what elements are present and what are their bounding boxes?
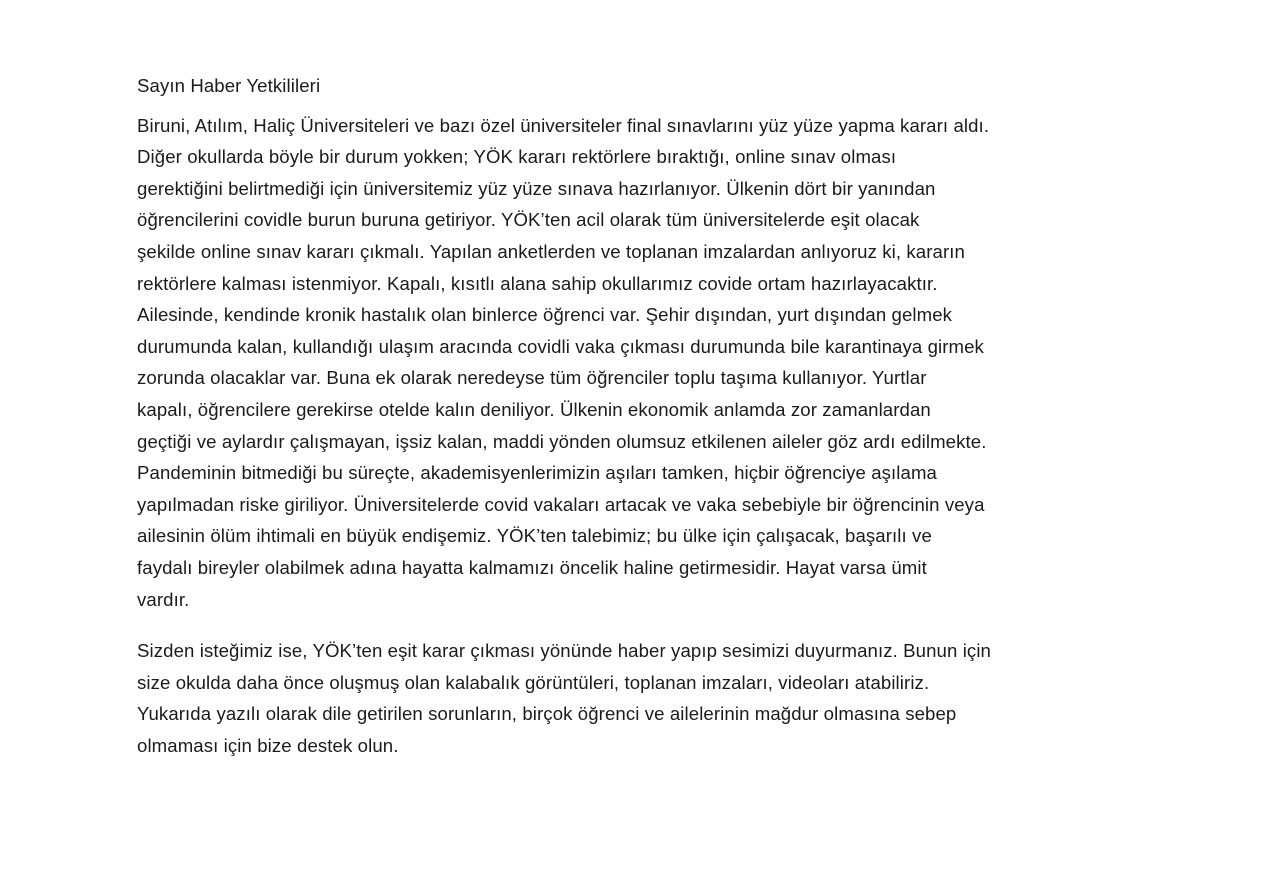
paragraph-line: yapılmadan riske giriliyor. Üniversitelerde covid vakaları artacak ve vaka sebebiyle bir öğrencinin veya	[137, 493, 985, 515]
paragraph-line: gerektiğini belirtmediği için üniversitemiz yüz yüze sınava hazırlanıyor. Ülkenin dört bir yanından	[137, 177, 936, 199]
paragraph-2	[137, 635, 1167, 761]
paragraph-line: faydalı bireyler olabilmek adına hayatta kalmamızı öncelik haline getirmesidir. Hayat varsa ümit	[137, 556, 927, 578]
paragraph-line: Diğer okullarda böyle bir durum yokken; YÖK kararı rektörlere bıraktığı, online sınav olması	[137, 146, 897, 168]
document-page	[137, 70, 1167, 781]
paragraph-line: Biruni, Atılım, Haliç Üniversiteleri ve bazı özel üniversiteler final sınavlarını yüz yüze yapma kararı aldı.	[137, 114, 990, 136]
paragraph-line: Pandeminin bitmediği bu süreçte, akademisyenlerimizin aşıları tamken, hiçbir öğrenciye aşılama	[137, 462, 937, 484]
paragraph-line: ailesinin ölüm ihtimali en büyük endişemiz. YÖK’ten talebimiz; bu ülke için çalışacak, başarılı ve	[137, 525, 932, 547]
paragraph-line: kapalı, öğrencilere gerekirse otelde kalın deniliyor. Ülkenin ekonomik anlamda zor zamanlardan	[137, 398, 931, 420]
paragraph-line: rektörlere kalması istenmiyor. Kapalı, kısıtlı alana sahip okullarımız covide ortam hazırlayacaktır.	[137, 272, 938, 294]
paragraph-line: öğrencilerini covidle burun buruna getiriyor. YÖK’ten acil olarak tüm üniversitelerde eşit olacak	[137, 209, 920, 231]
paragraph-line: Ailesinde, kendinde kronik hastalık olan binlerce öğrenci var. Şehir dışından, yurt dışından gelmek	[137, 304, 953, 326]
paragraph-line: geçtiği ve aylardır çalışmayan, işsiz kalan, maddi yönden olumsuz etkilenen aileler göz ardı edilmekte.	[137, 430, 987, 452]
paragraph-line: vardır.	[137, 588, 190, 610]
paragraph-line: Yukarıda yazılı olarak dile getirilen sorunların, birçok öğrenci ve ailelerinin mağdur olmasına sebep	[137, 703, 957, 725]
salutation: Sayın Haber Yetkilileri	[137, 75, 321, 96]
paragraph-1	[137, 110, 1167, 616]
paragraph-line: şekilde online sınav kararı çıkmalı. Yapılan anketlerden ve toplanan imzalardan anlıyoruz ki, kararın	[137, 240, 965, 262]
paragraph-line: size okulda daha önce oluşmuş olan kalabalık görüntüleri, toplanan imzaları, videoları atabiliriz.	[137, 671, 930, 693]
paragraph-line: durumunda kalan, kullandığı ulaşım aracında covidli vaka çıkması durumunda bile karantinaya girmek	[137, 335, 984, 357]
paragraph-line: Sizden isteğimiz ise, YÖK’ten eşit karar çıkması yönünde haber yapıp sesimizi duyurmanız. Bunun için	[137, 640, 991, 662]
paragraph-line: olmaması için bize destek olun.	[137, 734, 399, 756]
paragraph-line: zorunda olacaklar var. Buna ek olarak neredeyse tüm öğrenciler toplu taşıma kullanıyor. Yurtlar	[137, 367, 927, 389]
